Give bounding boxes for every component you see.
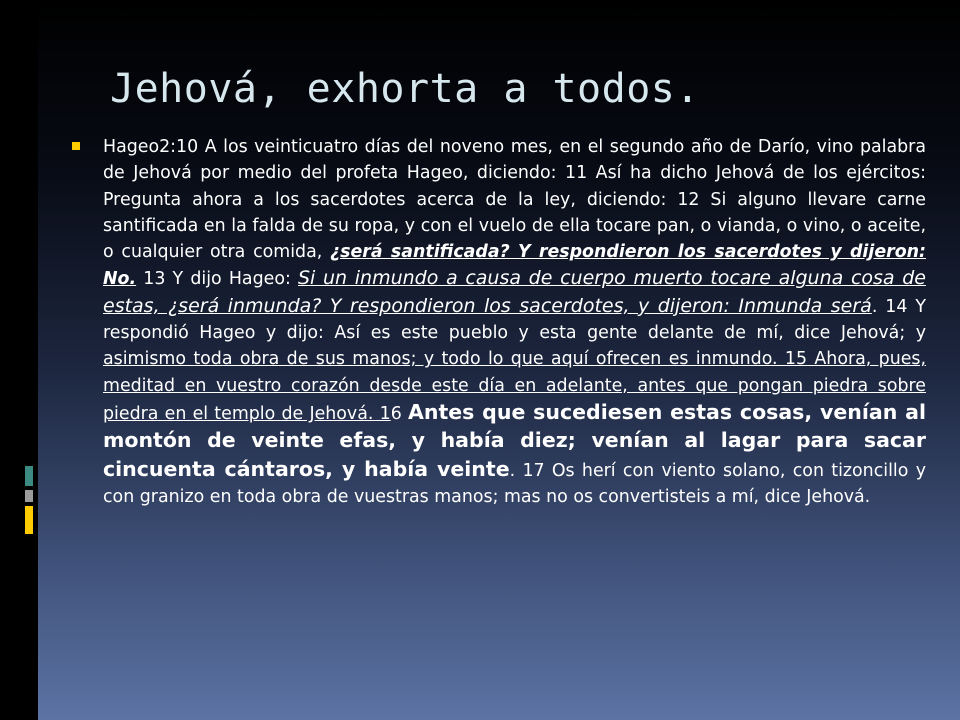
- emphasis-underlined-bold-italic: ¿será santificada? Y respondieron los sacerdotes y dijeron: No.: [103, 242, 926, 290]
- emphasis-bold-large: Antes que sucediesen estas cosas, venían al montón de veinte efas, y había diez; venían al lagar para sacar cincuenta cántaros, y había veinte: [103, 399, 926, 481]
- text-segment: . 17 Os herí con viento solano, con tizoncillo y con granizo en toda obra de vuestras manos; mas no os convertisteis a mí, dice Jehová.: [103, 460, 926, 507]
- emphasis-underlined-italic: Si un inmundo a causa de cuerpo muerto tocare alguna cosa de estas, ¿será inmunda? Y respondieron los sacerdotes, y dijeron: Inmunda será: [103, 267, 926, 317]
- emphasis-underlined: asimismo toda obra de sus manos; y todo lo que aquí ofrecen es inmundo. 15 Ahora, pues, meditad en vuestro corazón desde este día en adelante, antes que pongan piedra sobre piedra en el templo de Jehová. 1: [103, 349, 926, 424]
- square-bullet-icon: [72, 142, 80, 150]
- left-deco-gray-mark: [25, 490, 33, 502]
- slide-title: Jehová, exhorta a todos.: [110, 66, 700, 112]
- text-segment: 6: [390, 403, 408, 424]
- left-deco-gold-mark: [25, 506, 33, 534]
- text-segment: Hageo2:10 A los veinticuatro días del noveno mes, en el segundo año de Darío, vino palabra de Jehová por medio del profeta Hageo, diciendo: 11 Así ha dicho Jehová de los ejércitos: Pregunta ahora a los sacerdotes acerca de la ley, diciendo: 12 Si alguno llevare carne santificada en la falda de su ropa, y con el vuelo de ella tocare pan, o vianda, o vino, o aceite, o cualquier otra comida,: [103, 137, 926, 263]
- bullet-text: [103, 134, 926, 510]
- left-margin-band: [0, 0, 38, 720]
- text-segment: . 14 Y respondió Hageo y dijo: Así es este pueblo y esta gente delante de mí, dice Jehová; y: [103, 296, 926, 344]
- text-segment: 13 Y dijo Hageo:: [136, 269, 298, 290]
- left-deco-teal-mark: [25, 466, 33, 486]
